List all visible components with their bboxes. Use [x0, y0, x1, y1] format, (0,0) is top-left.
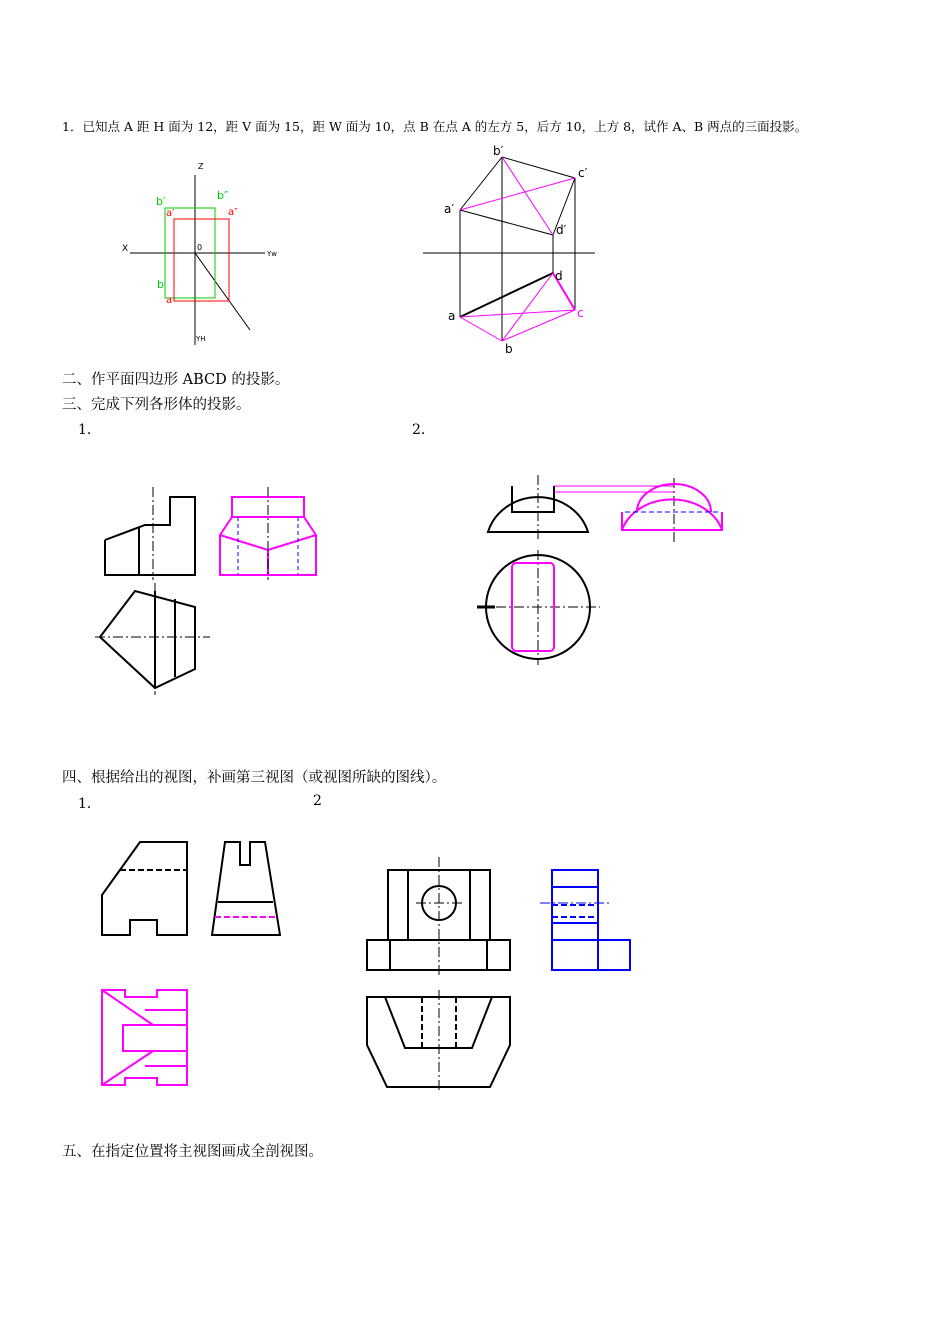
- point-projection-diagram: [110, 155, 278, 350]
- axis-z-label: Z: [198, 162, 204, 171]
- question-1-text: 1．已知点 A 距 H 面为 12，距 V 面为 15，距 W 面为 10，点 B 在点 A 的左方 5，后方 10，上方 8，试作 A、B 两点的三面投影。: [62, 119, 808, 134]
- third-view-1: [95, 835, 295, 1095]
- section-3-heading: 三、完成下列各形体的投影。: [62, 397, 251, 413]
- point-b-side-label: b″: [217, 189, 229, 202]
- axis-x-label: X: [122, 244, 129, 254]
- section-4-item-1-number: 1．: [78, 796, 101, 812]
- section-4-item-2-number: 2: [313, 793, 322, 809]
- origin-label: 0: [197, 243, 203, 252]
- section-3-item-1-number: 1．: [78, 422, 101, 438]
- axis-yh-label: YH: [196, 335, 206, 343]
- point-a-top-label: a: [166, 295, 173, 306]
- section-3-item-2-number: 2．: [412, 422, 435, 438]
- section-2-heading: 二、作平面四边形 ABCD 的投影。: [62, 372, 290, 388]
- section-5-heading: 五、在指定位置将主视图画成全剖视图。: [62, 1144, 323, 1160]
- section-4-heading: 四、根据给出的视图，补画第三视图（或视图所缺的图线）。: [62, 770, 447, 786]
- point-b-front-label: b′: [156, 195, 166, 208]
- third-view-2: [360, 855, 650, 1095]
- point-d-top-label: d: [555, 269, 563, 283]
- point-c-top-label: c: [577, 306, 584, 320]
- point-c-front-label: c′: [578, 166, 588, 180]
- point-b-front-label: b′: [493, 144, 504, 158]
- quadrilateral-projection-diagram: [420, 145, 620, 355]
- point-b-top-label: b: [505, 342, 513, 356]
- solid-2-views: [475, 470, 735, 670]
- point-d-front-label: d′: [556, 223, 567, 237]
- axis-yw-label: Yw: [267, 250, 278, 258]
- solid-1-views: [95, 485, 325, 695]
- point-a-front-label: a′: [166, 208, 175, 219]
- point-a-front-label: a′: [444, 202, 455, 216]
- point-a-side-label: a″: [228, 207, 238, 218]
- point-a-top-label: a: [448, 309, 456, 323]
- point-b-top-label: b: [157, 278, 164, 291]
